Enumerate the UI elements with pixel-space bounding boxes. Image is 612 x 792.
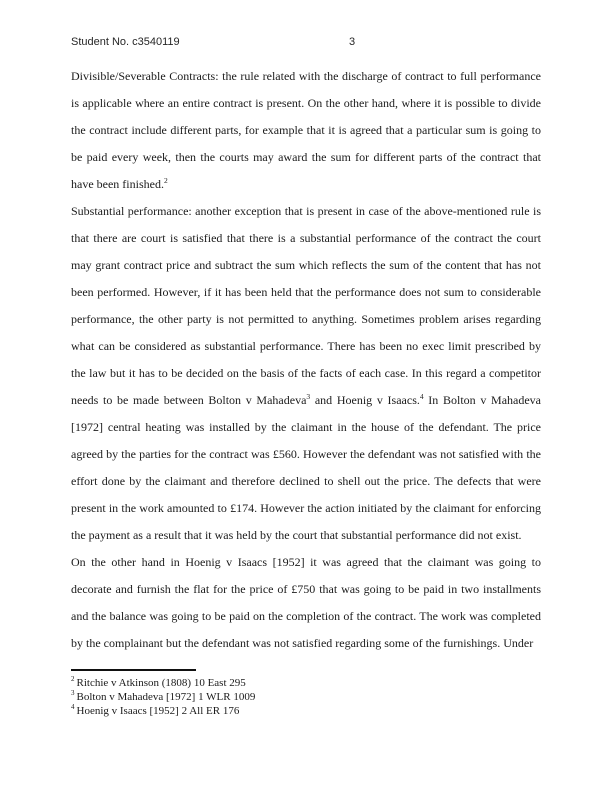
paragraph-text: On the other hand in Hoenig v Isaacs [1952] it was agreed that the claimant was going to decorate and furnish the flat for the price of £750 that was going to be paid in two installments and the balance was going to be paid on the completion of the contract. The work was completed by the complainant but the defendant was not satisfied regarding some of the furnishings. Under bbox=[71, 555, 541, 650]
paragraph-divisible-severable-contracts bbox=[71, 63, 541, 198]
document-body bbox=[71, 63, 541, 657]
footnote-ref-4: 4 bbox=[419, 392, 424, 401]
footnote-ref-2: 2 bbox=[163, 176, 168, 185]
page-header bbox=[71, 36, 541, 48]
header-page-number: 3 bbox=[349, 36, 356, 48]
paragraph-substantial-performance bbox=[71, 198, 541, 549]
footnote-number: 4 bbox=[71, 703, 75, 712]
paragraph-hoenig-v-isaacs bbox=[71, 549, 541, 657]
footnote-ref-3: 3 bbox=[306, 392, 311, 401]
paragraph-text: In Bolton v Mahadeva [1972] central heating was installed by the claimant in the house of the defendant. The price agreed by the parties for the contract was £560. However the defendant was not satisfied with the effort done by the claimant and therefore declined to shell out the price. The defects that were present in the work amounted to £174. However the action initiated by the claimant for enforcing the payment as a result that it was held by the court that substantial performance did not exist. bbox=[71, 393, 542, 542]
footnote-ritchie-v-atkinson bbox=[71, 676, 541, 690]
footnote-text: Hoenig v Isaacs [1952] 2 All ER 176 bbox=[76, 705, 240, 717]
footnote-hoenig-v-isaacs bbox=[71, 704, 541, 718]
footnote-number: 2 bbox=[71, 675, 75, 684]
header-student-no: Student No. c3540119 bbox=[71, 36, 180, 48]
footnotes-section bbox=[71, 669, 541, 718]
footnote-bolton-v-mahadeva bbox=[71, 690, 541, 704]
footnote-separator bbox=[71, 669, 196, 671]
paragraph-text: and Hoenig v Isaacs. bbox=[310, 393, 420, 407]
footnote-text: Bolton v Mahadeva [1972] 1 WLR 1009 bbox=[76, 691, 256, 703]
footnote-number: 3 bbox=[71, 689, 75, 698]
paragraph-text: Substantial performance: another exception that is present in case of the above-mentioned rule is that there are court is satisfied that there is a substantial performance of the contract the court may grant contract price and subtract the sum which reflects the sum of the content that has not been performed. However, if it has been held that the performance does not sum to considerable performance, the other party is not permitted to anything. Sometimes problem arises regarding what can be considered as substantial performance. There has been no exec limit prescribed by the law but it has to be decided on the basis of the facts of each case. In this regard a competitor needs to be made between Bolton v Mahadeva bbox=[71, 204, 541, 407]
paragraph-text: Divisible/Severable Contracts: the rule related with the discharge of contract to full performance is applicable where an entire contract is present. On the other hand, where it is possible to divide the contract include different parts, for example that it is agreed that a particular sum is going to be paid every week, then the courts may award the sum for different parts of the contract that have been finished. bbox=[71, 69, 541, 191]
footnote-text: Ritchie v Atkinson (1808) 10 East 295 bbox=[76, 677, 246, 689]
